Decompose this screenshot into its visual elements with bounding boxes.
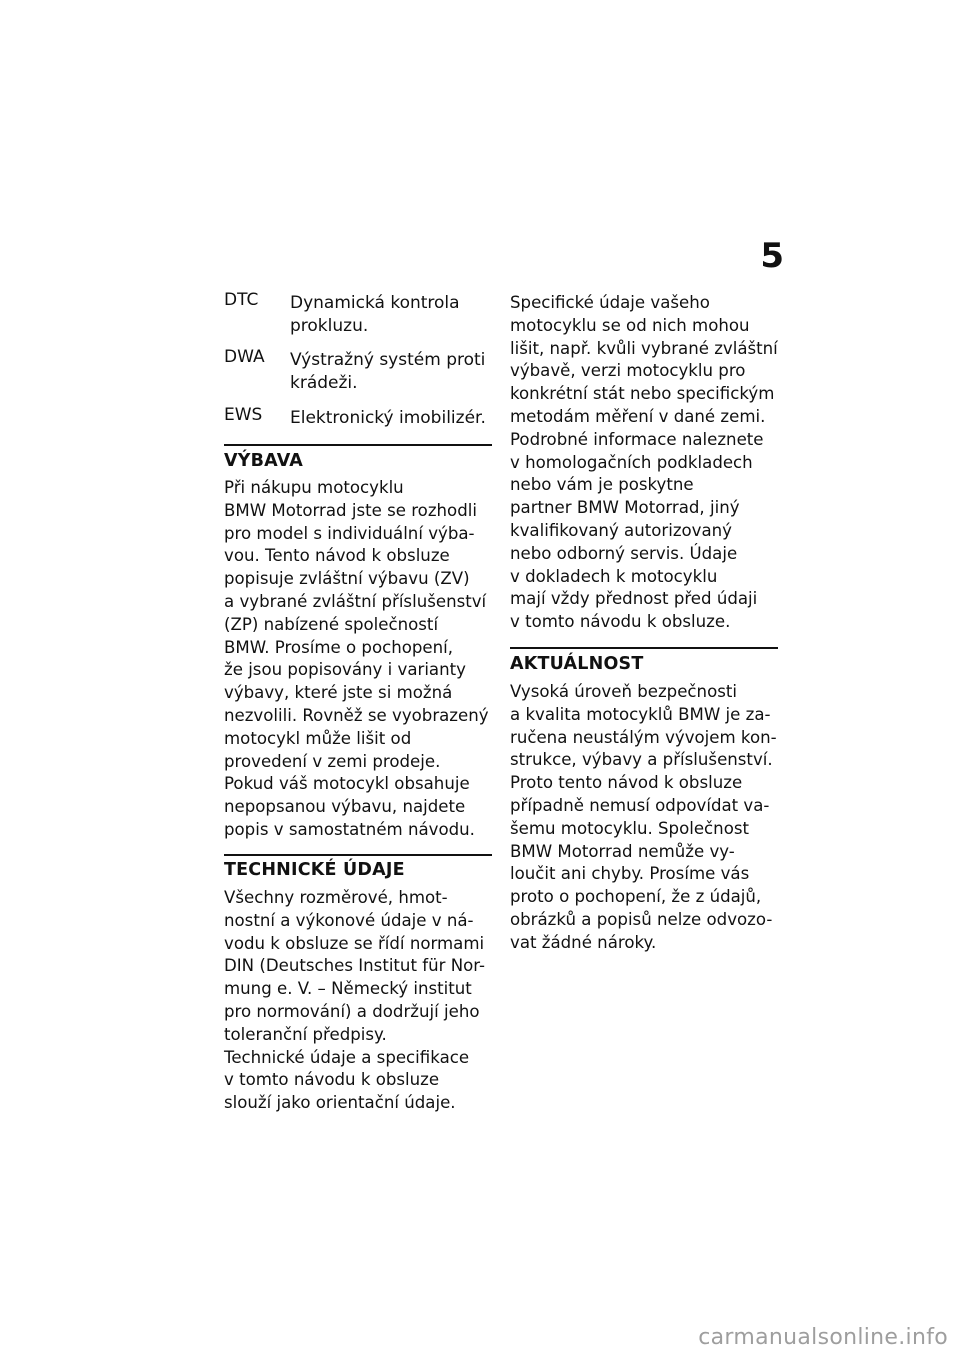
- definition-line: Výstražný systém proti: [290, 350, 486, 370]
- abbreviation-definition: [290, 349, 490, 395]
- definition-line: Elektronický imobilizér.: [290, 408, 486, 428]
- section-body-specificke: [510, 292, 778, 634]
- text-line: pro normování) a dodržují jeho: [224, 1001, 480, 1021]
- section-heading-aktualnost: AKTUÁLNOST: [510, 654, 644, 674]
- text-line: nebo vám je poskytne: [510, 475, 694, 495]
- text-line: popisuje zvláštní výbavu (ZV): [224, 569, 470, 589]
- text-line: toleranční předpisy.: [224, 1024, 387, 1044]
- definition-line: krádeži.: [290, 372, 358, 393]
- text-line: partner BMW Motorrad, jiný: [510, 498, 740, 518]
- text-line: Specifické údaje vašeho: [510, 293, 710, 312]
- section-divider: [224, 854, 492, 856]
- text-line: kvalifikovaný autorizovaný: [510, 520, 733, 540]
- text-line: lišit, např. kvůli vybrané zvláštní: [510, 338, 778, 358]
- text-line: v tomto návodu k obsluze: [224, 1070, 440, 1090]
- section-heading-technicke: TECHNICKÉ ÚDAJE: [224, 860, 405, 880]
- definition-line: prokluzu.: [290, 315, 369, 336]
- text-line: případně nemusí odpovídat va-: [510, 795, 770, 815]
- text-line: nebo odborný servis. Údaje: [510, 543, 738, 563]
- text-line: proto o pochopení, že z údajů,: [510, 887, 762, 907]
- text-line: v dokladech k motocyklu: [510, 566, 718, 586]
- text-line: obrázků a popisů nelze odvozo-: [510, 909, 773, 929]
- text-line: popis v samostatném návodu.: [224, 819, 475, 839]
- text-line: a vybrané zvláštní příslušenství: [224, 591, 487, 611]
- text-line: Všechny rozměrové, hmot-: [224, 888, 448, 907]
- text-line: metodám měření v dané zemi.: [510, 406, 766, 426]
- abbreviation-term: EWS: [224, 405, 263, 425]
- abbreviation-term: DTC: [224, 290, 259, 310]
- section-body-technicke: [224, 887, 485, 1115]
- text-line: Pokud váš motocykl obsahuje: [224, 774, 470, 794]
- text-line: motocyklu se od nich mohou: [510, 315, 750, 335]
- text-line: DIN (Deutsches Institut für Nor-: [224, 956, 486, 976]
- text-line: v tomto návodu k obsluze.: [510, 612, 731, 632]
- abbreviation-definition: [290, 292, 490, 338]
- text-line: Podrobné informace naleznete: [510, 429, 764, 449]
- abbreviation-term: DWA: [224, 347, 265, 367]
- text-line: BMW. Prosíme o pochopení,: [224, 637, 454, 657]
- text-line: provedení v zemi prodeje.: [224, 751, 441, 771]
- text-line: pro model s individuální výba-: [224, 523, 475, 543]
- text-line: ručena neustálým vývojem kon-: [510, 727, 777, 747]
- text-line: mung e. V. – Německý institut: [224, 979, 472, 999]
- text-line: konkrétní stát nebo specifickým: [510, 384, 775, 404]
- text-line: (ZP) nabízené společností: [224, 614, 439, 634]
- section-heading-vybava: VÝBAVA: [224, 451, 304, 471]
- text-line: mají vždy přednost před údaji: [510, 589, 758, 609]
- text-line: BMW Motorrad jste se rozhodli: [224, 500, 477, 520]
- text-line: vat žádné nároky.: [510, 932, 657, 952]
- section-divider: [224, 444, 492, 446]
- section-body-vybava: [224, 477, 489, 842]
- text-line: BMW Motorrad nemůže vy-: [510, 841, 735, 861]
- text-line: Proto tento návod k obsluze: [510, 773, 743, 793]
- text-line: vou. Tento návod k obsluze: [224, 546, 450, 566]
- text-line: v homologačních podkladech: [510, 452, 753, 472]
- text-line: že jsou popisovány i varianty: [224, 660, 466, 680]
- text-line: Při nákupu motocyklu: [224, 478, 404, 497]
- text-line: výbavy, které jste si možná: [224, 683, 453, 703]
- watermark: carmanualsonline.info: [698, 1325, 948, 1350]
- text-line: šemu motocyklu. Společnost: [510, 818, 749, 838]
- section-body-aktualnost: [510, 681, 777, 955]
- text-line: Technické údaje a specifikace: [224, 1047, 470, 1067]
- page-number: 5: [760, 236, 784, 276]
- text-line: slouží jako orientační údaje.: [224, 1093, 456, 1113]
- text-line: motocykl může lišit od: [224, 728, 412, 748]
- text-line: Vysoká úroveň bezpečnosti: [510, 682, 737, 701]
- abbreviation-definition: [290, 407, 490, 430]
- text-line: strukce, výbavy a příslušenství.: [510, 750, 773, 770]
- text-line: nostní a výkonové údaje v ná-: [224, 910, 474, 930]
- text-line: vodu k obsluze se řídí normami: [224, 933, 485, 953]
- definition-line: Dynamická kontrola: [290, 293, 460, 313]
- text-line: loučit ani chyby. Prosíme vás: [510, 864, 750, 884]
- text-line: nepopsanou výbavu, najdete: [224, 797, 466, 817]
- text-line: a kvalita motocyklů BMW je za-: [510, 704, 771, 724]
- text-line: výbavě, verzi motocyklu pro: [510, 361, 746, 381]
- section-divider: [510, 647, 778, 649]
- text-line: nezvolili. Rovněž se vyobrazený: [224, 705, 489, 725]
